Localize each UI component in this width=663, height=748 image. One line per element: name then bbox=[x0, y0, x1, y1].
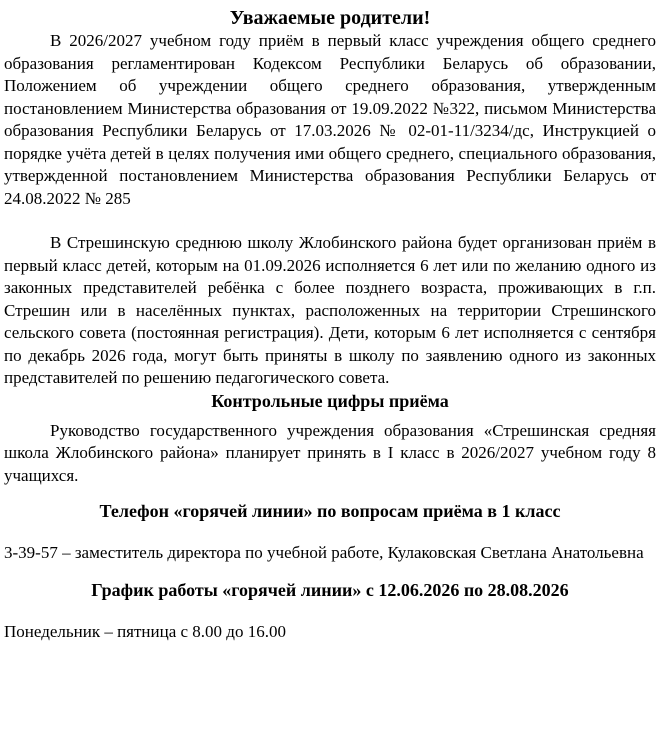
paragraph-schedule-hours: Понедельник – пятница с 8.00 до 16.00 bbox=[4, 621, 286, 641]
paragraph-hotline-contact: 3-39-57 – заместитель директора по учебной работе, Кулаковская Светлана Анатольевна bbox=[4, 543, 644, 562]
paragraph-admission-info: В Стрешинскую среднюю школу Жлобинского района будет организован приём в первый класс детей, которым на 01.09.2026 исполняется 6 лет или по желанию одного из законных представителей ребёнка с более позднего возраста, проживающих в г.п. Стрешин или в населённых пунктах, расположенных на территории Стрешинского сельского совета (постоянная регистрация). Дети, которым 6 лет исполняется с сентября по декабрь 2026 года, могут быть приняты в школу по заявлению одного из законных представителей по решению педагогического совета. bbox=[4, 233, 656, 387]
paragraph-planned-enrollment: Руководство государственного учреждения образования «Стрешинская средняя школа Жлобинского района» планирует принять в I класс в 2026/2027 учебном году 8 учащихся. bbox=[4, 420, 656, 485]
heading-hotline-schedule: График работы «горячей линии» с 12.06.2026 по 28.08.2026 bbox=[91, 579, 569, 600]
heading-hotline-phone: Телефон «горячей линии» по вопросам приёма в 1 класс bbox=[99, 501, 561, 521]
document-title: Уважаемые родители! bbox=[229, 7, 431, 29]
heading-admission-figures: Контрольные цифры приёма bbox=[211, 390, 449, 411]
paragraph-legal-basis: В 2026/2027 учебном году приём в первый класс учреждения общего среднего образования регламентирован Кодексом Республики Беларусь об образовании, Положением об учреждении общего среднего образования, утвержденным постановлением Министерства образования от 19.09.2022 №322, письмом Министерства образования Республики Беларусь от 17.03.2026 № 02-01-11/3234/дс, Инструкцией о порядке учёта детей в целях получения ими общего среднего, специального образования, утвержденной постановлением Министерства образования Республики Беларусь от 24.08.2022 № 285 bbox=[4, 31, 656, 208]
